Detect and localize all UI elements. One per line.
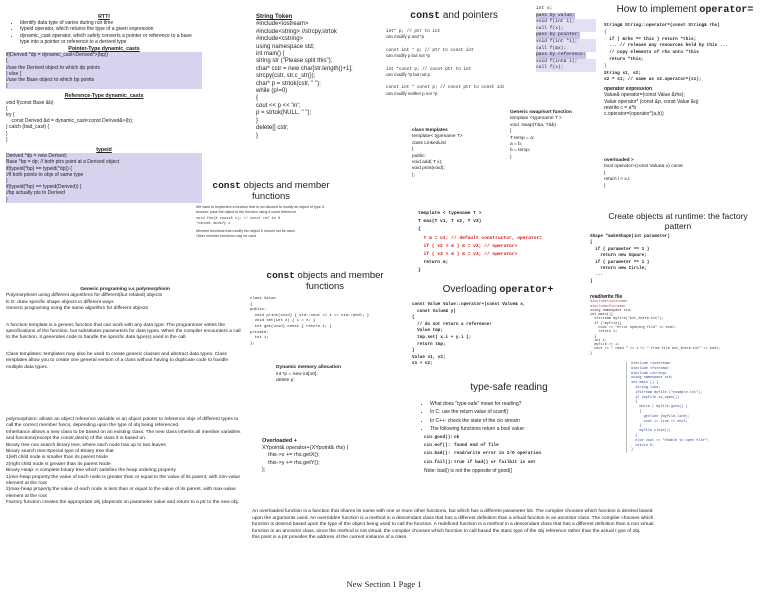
code-line: public:	[412, 153, 426, 159]
code-line: {	[6, 105, 8, 112]
operator-assign-title	[604, 4, 766, 17]
code-line: ...	[590, 272, 603, 278]
code-line: int i;	[250, 336, 269, 341]
generic-swap-section	[510, 110, 602, 161]
code-line: {	[250, 302, 253, 307]
code-line: if ( parameter == 1 )	[590, 246, 650, 252]
class-templates-title: class templates	[412, 128, 448, 133]
stream-desc: found end of file	[454, 443, 499, 449]
code-line: };	[412, 172, 415, 178]
code-line: ifstream myfile ("example.txt");	[631, 390, 703, 395]
code-line: call f(x);	[536, 26, 596, 33]
code-line: String s1, s2;	[604, 70, 641, 76]
code-line: cout << p << '\n';	[256, 102, 301, 109]
code-line: try {	[6, 112, 15, 119]
code-line: #include<string> //strcpy,strtok	[256, 28, 337, 35]
code-line: template< typename T>	[412, 134, 463, 140]
code-line: string str ("Please split this");	[256, 58, 333, 65]
ptr-cast-title: Pointer-Type dynamic_casts	[68, 46, 140, 53]
ref-cast-code	[6, 100, 202, 143]
code-line: }	[631, 434, 638, 439]
code-line: a = b;	[510, 142, 523, 148]
code-line: tmp.set( x.i + y.i );	[412, 334, 472, 340]
code-line: return *this;	[604, 56, 644, 62]
code-line: XYpoint& operator+(XYpoint& rhs) {	[262, 445, 349, 452]
code-line: void f(int *i);	[536, 39, 596, 46]
text-line: Value& operator=(const Value &rhs);	[604, 92, 685, 99]
operator-assign-section	[604, 4, 766, 117]
code-line: }	[631, 448, 634, 453]
pass-by-value-label: pass by value:	[536, 12, 575, 18]
title-rest: objects and member functions	[294, 270, 384, 292]
code-line: String& String::operator=(const String& rhs)	[604, 23, 720, 28]
code-line: using namespace std;	[590, 308, 633, 313]
heap-rule: 1)min-heap property:the value of each node is greater than or equal to the value of its parent, with min-value element at the root	[6, 474, 241, 487]
code-line: b = temp;	[510, 148, 531, 154]
code-line: const Value& y)	[412, 308, 456, 314]
code-line: }	[590, 351, 593, 356]
pass-by-section	[536, 6, 596, 72]
code-line: }	[412, 348, 415, 354]
code-line: const int * p; // ptr to const int	[386, 47, 474, 53]
code-line: delete p;	[276, 378, 295, 384]
ref-cast-title: Reference-Type dynamic_casts	[64, 93, 144, 100]
code-line: template <typename T >	[510, 116, 562, 122]
code-line: p = strtok(NULL, " ");	[256, 110, 312, 117]
code-line: {	[256, 95, 259, 102]
code-line: T temp = a;	[510, 135, 535, 141]
code-line: void add( T x);	[412, 160, 443, 166]
bst-rule: 1)left child node is smaller than its parent Node	[6, 455, 108, 461]
read-write-title: read/write file	[590, 294, 623, 300]
code-line: cout << line << endl;	[631, 419, 688, 424]
const-keyword: const	[266, 270, 295, 281]
code-line: {	[590, 240, 593, 246]
code-line: if ( v3 > m ) m = v3; // operator>	[418, 252, 518, 258]
code-line: };	[262, 466, 266, 473]
code-line: getline (myfile,line);	[631, 414, 690, 419]
const-objects-section-1	[196, 180, 346, 239]
code-line: }	[604, 63, 607, 69]
text-line: E.G: draw specific shape objects in different ways	[6, 299, 114, 305]
overloading-plus-section	[412, 284, 584, 368]
type-safe-bullet: • The following functions return a bool value:	[430, 425, 594, 433]
heap-rule: 2)max-heap property:the value of each node is less than or equal to the value of its parent, with max-value element at the root	[6, 487, 236, 499]
code-line: {	[604, 170, 606, 176]
code-line: int main () {	[631, 381, 659, 386]
code-line: myfile >> i;	[590, 343, 620, 348]
code-line: #include<iostream>	[590, 300, 628, 305]
code-line: s2 = s1; // same as s2.operator=(s1);	[604, 77, 702, 83]
code-line: *cannot modify x	[196, 221, 231, 226]
note-line: can modify p and *p	[386, 34, 424, 40]
overloaded-plus-title: Overloaded +	[262, 438, 298, 444]
code-line: public:	[250, 308, 267, 313]
code-line: //use the Derived object to which dp points	[6, 64, 100, 71]
code-line: }	[590, 278, 593, 284]
text-line: c.operator=(operator*(a,b))	[604, 110, 664, 117]
factory-function-para: Factory function creates the appropriate obj (depends on parameter value and return to a ptr to the new obj.	[6, 500, 239, 506]
type-safe-bullet: • In C++: check the state of the cin stream	[430, 417, 594, 425]
bst-line: Binary search tree:Special type of Binary tree that	[6, 449, 114, 455]
title-text: Overloading	[442, 284, 500, 295]
text-line: rewrite c = a*b	[604, 104, 637, 111]
const-pointers-title	[386, 10, 522, 23]
code-line: return 1;	[590, 330, 618, 335]
overloaded-gt-section	[604, 158, 764, 190]
operator-expression-title: operator expression	[604, 86, 653, 93]
code-line: T m = v1; // default constructor, operator=	[418, 235, 543, 241]
note-line: can modify neither p nor *p	[386, 90, 438, 96]
code-line: #include <string>	[631, 371, 667, 376]
code-line: }	[6, 130, 8, 137]
text-line: Member functions that modify the object X should not be used.	[196, 229, 296, 234]
code-line: if ( parameter == 1 )	[590, 259, 650, 265]
generic-swap-title: Generic swap/sort function	[510, 110, 572, 115]
code-line: }	[604, 183, 606, 189]
code-line: }	[510, 154, 512, 160]
pass-by-reference-label: pass by reference:	[536, 52, 586, 58]
code-line: }	[256, 117, 259, 124]
stream-desc: read/write error in I/O operation	[454, 451, 541, 457]
code-line: }	[256, 132, 259, 139]
code-line: {	[412, 315, 415, 321]
code-line: {	[6, 58, 8, 65]
code-line: void set(int x) { i = x; }	[250, 319, 316, 324]
text-line: Value operator* (const &p, const Value &q)	[604, 98, 699, 105]
code-line: int get(void) const { return i; }	[250, 324, 332, 329]
code-line: void f(int i);	[536, 19, 596, 26]
const-objects-section-2	[250, 270, 400, 347]
override-section	[252, 509, 664, 542]
page-footer: New Section 1 Page 1	[346, 579, 422, 589]
dynamic-memory-section	[276, 365, 386, 385]
generic-programming-section	[6, 287, 244, 371]
code-line: {	[631, 410, 642, 415]
stream-state-row	[424, 450, 594, 458]
code-line: Shape *makeShape(int parameter)	[590, 234, 670, 239]
override-para: An overloaded function is a function that shares its name with one or more other functions, but which has a different parameter list. The compiler chooses which function is desired based upon the arguments used. An overridden function is a method in a descendant class that has a different definition than a virtual function in an ancestor class. The compiler chooses which function is desired based upon the type of the object being used to call the function. A redefined function is a method in a descendant class that has a different definition than a non virtual function in an ancestor class. since the method is not virtual, the compiler chooses which function to call based the static type of the obj reference rather than the actual t ype of obj.	[252, 509, 654, 534]
code-line: int x;	[536, 6, 553, 11]
code-line: return new Square;	[590, 253, 647, 259]
code-line: strcpy(cstr, str.c_str());	[256, 73, 316, 80]
code-line: private:	[250, 330, 269, 335]
type-safe-bullet: • What does "type-safe" mean for reading?	[430, 400, 594, 408]
rtti-title: RTTI	[98, 14, 110, 20]
overloading-plus-title	[412, 284, 584, 297]
code-line: class LinkedList	[412, 140, 446, 146]
code-line: #include <fstream>	[631, 366, 669, 371]
code-line: int i;	[590, 338, 607, 343]
type-safe-bullet: • In C: use the return value of scanf()	[430, 408, 594, 416]
code-line: return 0;	[631, 443, 655, 448]
function-template-para: A function template is a generic function that can work with any data type. The programmer writes the specifications of the function, but substitutes parameters for data types. When the compiler encounters a call to the function, it generates code to handle the specific data type(s) used in the call.	[6, 322, 241, 341]
class-templates-section	[412, 128, 502, 179]
code-line: void f(int& i);	[536, 59, 596, 66]
overloaded-plus-section	[262, 438, 402, 474]
code-line: if(typeid(*bp) == typeid(*dp)) {	[6, 165, 72, 172]
code-line: }	[6, 178, 8, 185]
code-line: #include<cstring>	[256, 36, 304, 43]
code-line: string line;	[631, 386, 661, 391]
code-line: {	[510, 129, 512, 135]
code-line: template < typename T >	[418, 211, 482, 216]
code-line: char* cstr = new char[str.length()+1];	[256, 65, 353, 72]
stream-state-row	[424, 434, 594, 442]
stream-fn: cin.fail():	[424, 459, 453, 465]
code-line: call f(x);	[536, 65, 596, 72]
code-line: cout << "error opening file" << endl;	[590, 325, 677, 330]
title-code: operator+	[499, 285, 554, 296]
code-line: else cout << "Unable to open file";	[631, 438, 709, 443]
pass-by-pointer-label: pass by pointer:	[536, 32, 581, 38]
code-line: int *const p; // const ptr to int	[386, 66, 472, 72]
rtti-bullet: • Identify data type of varies during run time	[20, 20, 202, 26]
code-line: };	[250, 341, 255, 346]
code-line: while ( myfile.good() )	[631, 405, 688, 410]
code-line: ifstream myfile("ext_there.txt");	[590, 317, 664, 322]
ptr-cast-code	[6, 52, 202, 89]
code-line: myfile.close();	[631, 429, 671, 434]
bst-rule: 2)right child node is greater than its parent Node	[6, 461, 111, 467]
code-line: {	[418, 227, 421, 233]
code-line: Base *bp = dp; // both ptrs point at a Derived object	[6, 159, 120, 166]
code-line: if (!myfile){	[590, 321, 622, 326]
text-line: Answer: pass the object to the function using a const reference	[196, 209, 297, 214]
code-line: //if both points to objs of same type	[6, 171, 84, 178]
read-file-code-box	[626, 362, 766, 453]
code-line: if(typeid(*bp) == typeid(Derived)) {	[6, 184, 82, 191]
code-line: }	[631, 424, 642, 429]
inheritance-para: Inheritance allows a new class to be based on an existing class. The new class inherits all member variables and functions(except the constr,desrs) of the class it is based on.	[6, 429, 241, 442]
generic-programming-title: Generic programing v.s polymorphism	[80, 287, 170, 292]
typeid-title: typeid	[96, 147, 112, 154]
stream-fn: cin.good():	[424, 434, 453, 440]
type-safe-section	[424, 382, 594, 476]
code-line: class Value	[250, 297, 276, 301]
code-line: }	[6, 83, 8, 90]
code-line: #include <iostream>	[631, 362, 671, 367]
code-line: while (p!=0)	[256, 88, 288, 95]
code-line: void swap(T&a, T&b)	[510, 122, 557, 128]
code-line: }	[590, 334, 597, 339]
code-line: call f(&x);	[536, 46, 596, 53]
code-line: // copy elements of rhs onto *this	[604, 50, 699, 56]
code-line: int main() {	[256, 51, 285, 58]
read-write-section	[590, 294, 766, 453]
code-line: //use the Base object to which bp points	[6, 77, 95, 84]
code-line: using namespace std;	[631, 376, 674, 381]
const-keyword: const	[212, 180, 241, 191]
text-line: Generic programing using the same algorithm for different objects	[6, 306, 149, 312]
code-line: } else {	[6, 70, 22, 77]
code-line: void foo(X const& x); // const ref to X	[196, 217, 281, 222]
heap-line: Binary Heap: A complete binary tree which satisfies the heap ordering property	[6, 468, 176, 474]
code-line: #include<fstream>	[590, 304, 626, 309]
factory-title: Create objects at runtime: the factory pattern	[608, 211, 748, 231]
code-line: const int * const p; // const ptr to const int	[386, 85, 505, 91]
code-line: {	[631, 400, 638, 405]
code-line: }	[6, 136, 8, 143]
factory-section	[590, 211, 766, 285]
code-line: Value tmp;	[412, 328, 443, 334]
code-line: bool operator>(const Value& x) const	[604, 164, 683, 170]
const-objects-title	[196, 180, 346, 202]
code-line: if ( &rhs == this ) return *this;	[604, 36, 697, 42]
code-line: Value v1, v2;	[412, 354, 446, 360]
code-line: if(Derived *dp = dynamic_cast<Derived*>(bp))	[6, 52, 109, 59]
code-line: {	[412, 147, 414, 153]
string-token-section	[256, 14, 376, 140]
const-keyword: const	[410, 11, 441, 22]
dynamic-memory-title: Dynamic memory allocation	[276, 365, 341, 370]
code-line: #include<iostream>	[256, 21, 309, 28]
title-code: operator=	[699, 5, 754, 16]
code-line: ... // release any resources held by this ...	[604, 43, 728, 49]
code-line: delete[] cstr;	[256, 125, 289, 132]
string-token-title: String Token	[256, 14, 293, 20]
code-line: this->x += rhs.getX();	[262, 452, 320, 459]
note-line: can modify p but not *p	[386, 53, 430, 59]
rtti-bullet: • typeid operator, which returns the type of a given expression	[20, 26, 202, 32]
code-line: void print(void) { std::cout << i << std::endl; }	[250, 313, 370, 318]
code-line: this->y += rhs.getY();	[262, 459, 320, 466]
binary-tree-line: Binary tree non search binary tree, where each node has up to two leaves	[6, 442, 166, 448]
code-line: const Derived &d = dynamic_cast<const Derived&>(b);	[6, 118, 134, 125]
template-max-section	[418, 210, 594, 276]
title-text: How to implement	[616, 4, 700, 15]
stream-state-row	[424, 442, 594, 450]
stream-state-row	[424, 459, 594, 467]
code-line: return m;	[418, 260, 449, 266]
code-line: }	[418, 268, 421, 274]
code-line: cout << " read " << i << " from file ext_there.txt" << endl;	[590, 347, 721, 352]
title-rest: and pointers	[440, 10, 498, 21]
text-line: Other member functions may be used.	[196, 233, 258, 238]
code-line: void f(const Base &b)	[6, 99, 54, 106]
polymorphism-para: polymorphism: allows an object reference variable or an object pointer to reference objs of different types to call the correct member funcs, depending upon the type of obj being referenced.	[6, 417, 239, 429]
code-line: } catch (bad_cast) {	[6, 124, 50, 131]
type-safe-title: type-safe reading	[470, 382, 548, 393]
stream-fn: cin.eof():	[424, 443, 451, 449]
code-line: return new Circle;	[590, 266, 647, 272]
rtti-section	[6, 14, 202, 203]
const-objects-title	[250, 270, 400, 292]
code-line: }	[6, 196, 8, 203]
stream-desc: ok	[454, 434, 460, 440]
code-line: if ( v2 > m ) m = v2; // operator>	[418, 243, 518, 249]
code-line: if (myfile.is_open())	[631, 395, 680, 400]
rtti-bullets	[12, 20, 202, 45]
const-pointers-section	[386, 10, 522, 96]
type-safe-note: Note: bad() is not the opposite of good()	[424, 468, 513, 475]
title-rest: objects and member functions	[240, 180, 330, 202]
code-line: int *p = new int[10];	[276, 371, 318, 377]
rtti-bullet: • dynamic_cast operator, which safely converts a pointer or reference to a base type into a pointer or reference to a derived type	[20, 33, 202, 45]
stream-fn: cin.bad():	[424, 451, 451, 457]
code-line: Derived *dp = new Derived;	[6, 153, 68, 160]
code-line: return tmp;	[412, 341, 446, 347]
code-line: int main(){	[590, 313, 614, 318]
text-line: Polymorphism using different algorithms for different(but related) objects	[6, 293, 163, 299]
polymorphism-section	[6, 417, 246, 507]
code-line: T max(T v1, T v2, T v3)	[418, 219, 482, 225]
code-line: using namespace std;	[256, 43, 315, 50]
code-line: {	[604, 29, 607, 35]
code-line: // do not return a reference!	[412, 321, 492, 327]
code-line: const Value Value::operator+(const Value& x,	[412, 302, 526, 307]
text-line: We want to implement a function that is not allowed to modify an object of type X.	[196, 205, 326, 209]
code-line: return i > x.i;	[604, 177, 631, 183]
code-line: v1 + v2;	[412, 361, 433, 367]
code-line: void print(void);	[412, 166, 445, 172]
overloaded-gt-title: overloaded >	[604, 158, 634, 163]
typeid-code	[6, 153, 202, 203]
code-line: int* p; // ptr to int	[386, 29, 441, 34]
this-pointer-line: this point is a ptr provides the address of the current instance of a class	[252, 535, 407, 540]
stream-desc: true if bad() or failbit is set	[454, 459, 536, 465]
note-line: can modify *p but not p	[386, 72, 430, 78]
code-line: char* p = strtok(cstr, " ");	[256, 80, 321, 87]
code-line: //bp actually pts to Derived	[6, 190, 65, 197]
class-templates-para: Class templates: templates may also be used to create generic classes and abstract data types. Class templates allow you to create one general version of a class without having to duplicate code to handle multiple data types.	[6, 351, 229, 370]
